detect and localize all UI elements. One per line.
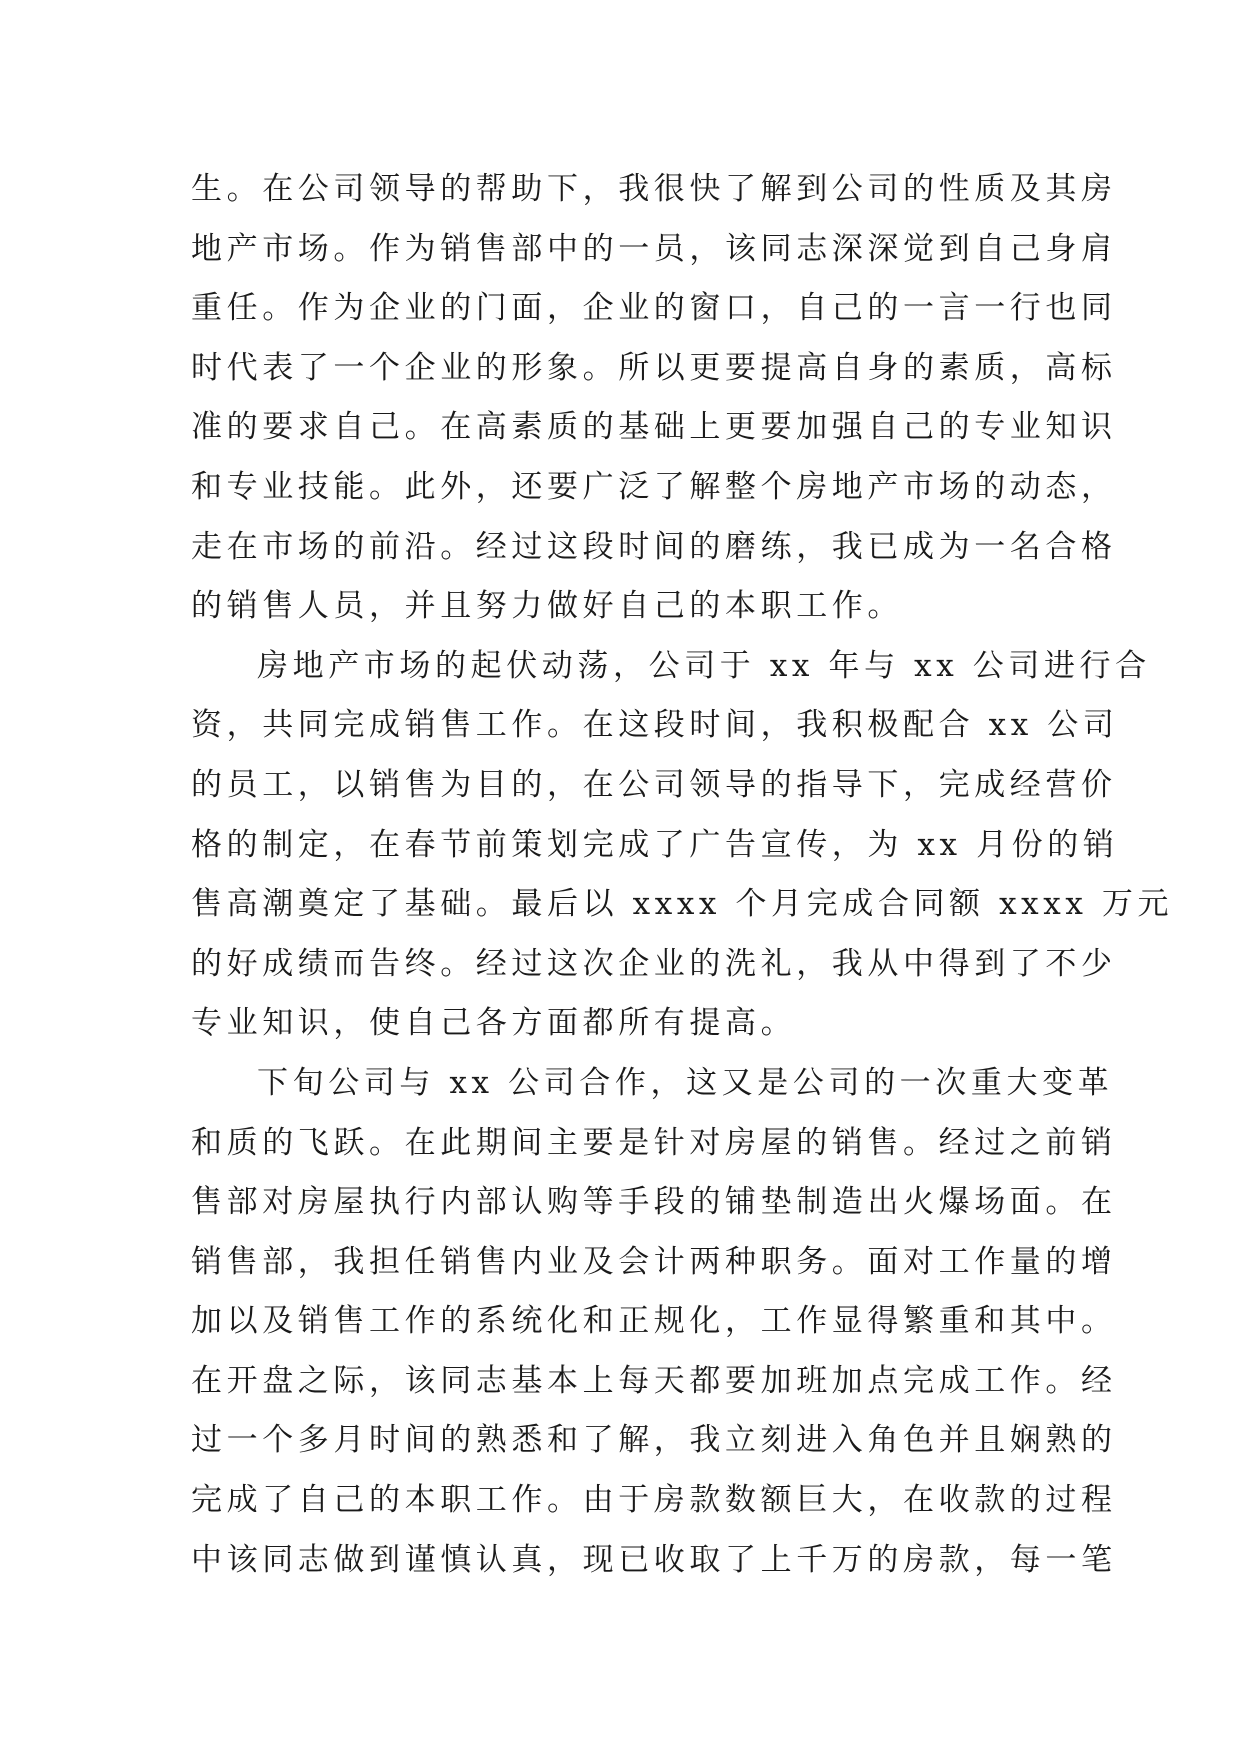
- text-line: 的销售人员，并且努力做好自己的本职工作。: [191, 588, 903, 625]
- text-line: 的好成绩而告终。经过这次企业的洗礼，我从中得到了不少: [191, 945, 1117, 982]
- text-line: 格的制定，在春节前策划完成了广告宣传，为 xx 月份的销: [191, 826, 1119, 863]
- document-body: [191, 160, 1174, 1590]
- text-line: 资，共同完成销售工作。在这段时间，我积极配合 xx 公司: [191, 707, 1119, 744]
- text-line: 生。在公司领导的帮助下，我很快了解到公司的性质及其房: [191, 171, 1117, 207]
- paragraph-first-line: 下旬公司与 xx 公司合作，这又是公司的一次重大变革: [257, 1064, 1114, 1101]
- text-line: 和质的飞跃。在此期间主要是针对房屋的销售。经过之前销: [191, 1124, 1117, 1161]
- text-line: 售高潮奠定了基础。最后以 xxxx 个月完成合同额 xxxx 万元: [191, 886, 1174, 923]
- text-line: 售部对房屋执行内部认购等手段的铺垫制造出火爆场面。在: [191, 1184, 1117, 1221]
- text-line: 地产市场。作为销售部中的一员，该同志深深觉到自己身肩: [191, 230, 1117, 267]
- text-line: 和专业技能。此外，还要广泛了解整个房地产市场的动态，: [191, 468, 1117, 505]
- paragraph-first-line: 房地产市场的起伏动荡，公司于 xx 年与 xx 公司进行合: [257, 647, 1151, 684]
- text-line: 完成了自己的本职工作。由于房款数额巨大，在收款的过程: [191, 1482, 1117, 1519]
- text-line: 时代表了一个企业的形象。所以更要提高自身的素质，高标: [191, 349, 1117, 386]
- text-line: 过一个多月时间的熟悉和了解，我立刻进入角色并且娴熟的: [191, 1422, 1117, 1459]
- text-line: 的员工，以销售为目的，在公司领导的指导下，完成经营价: [191, 766, 1117, 803]
- text-line: 走在市场的前沿。经过这段时间的磨练，我已成为一名合格: [191, 528, 1117, 565]
- text-line: 专业知识，使自己各方面都所有提高。: [191, 1005, 797, 1042]
- text-line: 销售部，我担任销售内业及会计两种职务。面对工作量的增: [191, 1243, 1117, 1280]
- text-line: 加以及销售工作的系统化和正规化，工作显得繁重和其中。: [191, 1303, 1117, 1340]
- text-line: 重任。作为企业的门面，企业的窗口，自己的一言一行也同: [191, 290, 1117, 327]
- text-line: 在开盘之际，该同志基本上每天都要加班加点完成工作。经: [191, 1362, 1117, 1399]
- text-line: 准的要求自己。在高素质的基础上更要加强自己的专业知识: [191, 409, 1117, 446]
- text-line: 中该同志做到谨慎认真，现已收取了上千万的房款，每一笔: [191, 1541, 1117, 1578]
